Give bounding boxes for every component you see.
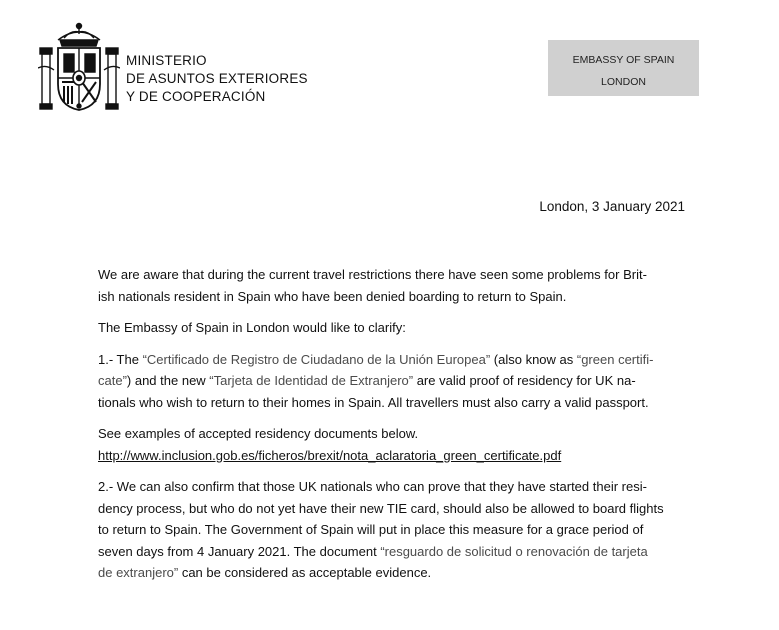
paragraph-point-2 [98,476,698,584]
paragraph-line [98,562,698,584]
paragraph-point-1 [98,349,698,414]
green-certificate-link[interactable]: http://www.inclusion.gob.es/ficheros/brexit/nota_aclaratoria_green_certificate.pdf [98,447,562,463]
text-run: seven days from 4 January 2021. The document [98,543,381,559]
text-run: (also know as [490,351,577,367]
quoted-term: “green certifi- [576,351,654,367]
paragraph-line [98,370,698,392]
paragraph-line: tionals who wish to return to their homes in Spain. All travellers must also carry a valid passport. [98,394,649,410]
paragraph-line: See examples of accepted residency documents below. [98,426,419,441]
ministry-line-3: Y DE COOPERACIÓN [126,89,266,104]
embassy-line-1: EMBASSY OF SPAIN [572,54,675,66]
text-run: can be considered as acceptable evidence. [178,565,432,580]
text-run: ) and the new [126,373,210,388]
paragraph-line: dency process, but who do not yet have their new TIE card, should also be allowed to board flights [98,500,664,516]
paragraph-line: We are aware that during the current travel restrictions there have seen some problems for Brit- [98,267,647,282]
ministry-line-2: DE ASUNTOS EXTERIORES [126,71,308,86]
quoted-term: cate” [98,373,127,388]
text-run: are valid proof of residency for UK na- [413,373,636,388]
ministry-name [126,52,308,106]
embassy-line-2: LONDON [601,76,646,88]
quoted-term: “resguardo de solicitud o renovación de tarjeta [380,543,648,559]
quoted-term: de extranjero” [98,565,179,580]
paragraph-line [98,349,698,371]
paragraph-line: ish nationals resident in Spain who have been denied boarding to return to Spain. [98,288,567,304]
paragraph-line [98,541,698,563]
letter-date: London, 3 January 2021 [539,199,685,214]
quoted-term: “Certificado de Registro de Ciudadano de la Unión Europea” [142,351,491,367]
spanish-coat-of-arms-icon [38,18,120,114]
paragraph-examples [98,423,698,466]
paragraph-restrictions [98,264,698,307]
paragraph-line: The Embassy of Spain in London would like to clarify: [98,320,406,335]
paragraph-line [98,445,698,467]
ministry-line-1: MINISTERIO [126,53,207,68]
embassy-label-box [548,40,699,96]
paragraph-line: to return to Spain. The Government of Spain will put in place this measure for a grace period of [98,522,644,537]
text-run: 1.- The [98,351,143,367]
paragraph-line: 2.- We can also confirm that those UK nationals who can prove that they have started their resi- [98,479,647,494]
letter-body [98,264,698,594]
quoted-term: “Tarjeta de Identidad de Extranjero” [209,373,414,388]
paragraph-clarify [98,317,698,339]
